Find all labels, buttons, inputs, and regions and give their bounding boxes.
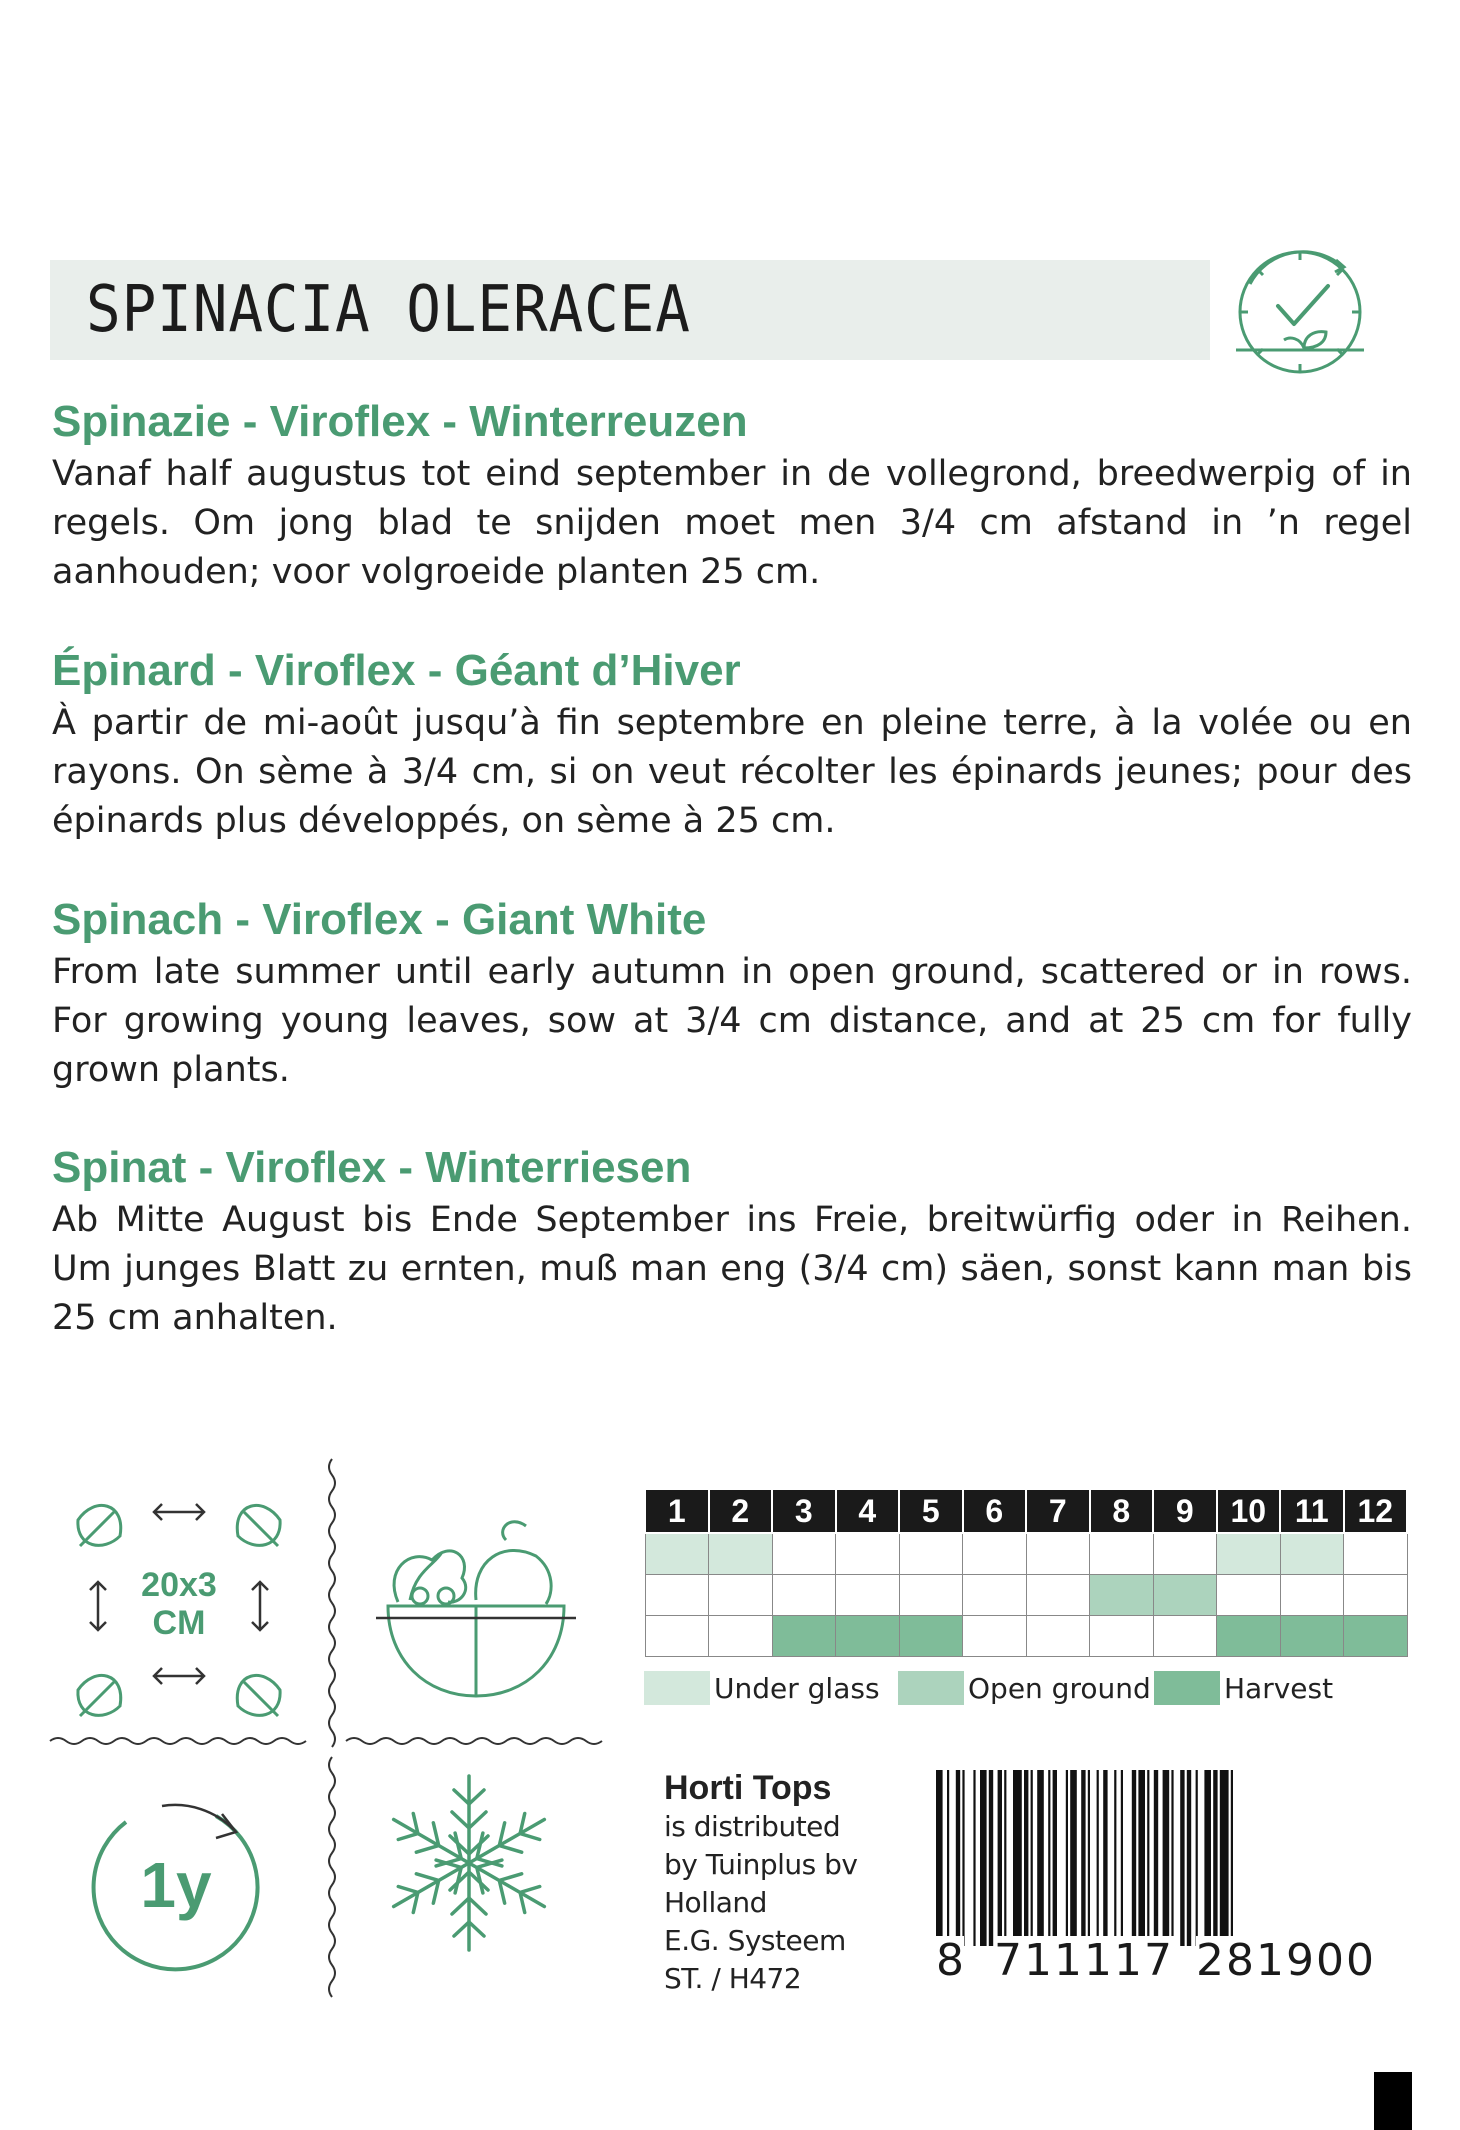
calendar-cell [1217,1575,1281,1616]
calendar-body [645,1533,1407,1657]
legend-label: Harvest [1224,1671,1334,1705]
calendar-cell [1280,1616,1344,1657]
calendar-cell [772,1533,836,1575]
calendar-cell [1026,1616,1090,1657]
barcode-bar [1004,1770,1006,1946]
calendar-cell [645,1533,709,1575]
barcode-right-digits: 281900 [1196,1935,1376,1986]
month-header-2: 2 [709,1489,773,1533]
barcode-bar [980,1770,987,1946]
barcode-left-digits: 711117 [994,1935,1174,1986]
barcode-bar [1154,1770,1158,1946]
calendar-cell [899,1575,963,1616]
barcode-bar [962,1770,964,1946]
brand-name: Horti Tops [664,1769,832,1807]
barcode-bar [1103,1770,1107,1946]
calendar-cell [836,1616,900,1657]
month-header-11: 11 [1280,1489,1344,1533]
calendar-cell [963,1616,1027,1657]
print-registration-mark [1374,2072,1412,2130]
barcode-bar [1187,1770,1191,1946]
calendar-row-glass [645,1533,1407,1575]
calendar-cell [1217,1533,1281,1575]
month-header-4: 4 [836,1489,900,1533]
calendar-cell [1344,1616,1408,1657]
barcode-bar [1132,1770,1136,1946]
section-title: Épinard - Viroflex - Géant d’Hiver [52,646,741,695]
barcode-bar [1171,1770,1173,1946]
calendar-cell [772,1575,836,1616]
barcode-bar [1024,1770,1028,1946]
latin-name: SPINACIA OLERACEA [86,273,691,347]
calendar-cell [1280,1533,1344,1575]
calendar-cell [836,1575,900,1616]
legend-open-ground [898,1670,1151,1706]
section-text: Ab Mitte August bis Ende September ins Freie, breitwürfig oder in Reihen. Um junges Blatt zu ernten, muß man eng (3/4 cm) säen, sonst kann man bis 25 cm anhalten. [52,1200,1412,1338]
month-header-7: 7 [1026,1489,1090,1533]
barcode-bar [973,1770,975,1946]
calendar-cell [1153,1575,1217,1616]
calendar-cell [899,1533,963,1575]
month-header-10: 10 [1217,1489,1281,1533]
barcode-first-digit: 8 [936,1935,964,1986]
calendar-cell [772,1616,836,1657]
section-german [52,1142,1412,1343]
section-dutch [52,396,1412,597]
section-title: Spinazie - Viroflex - Winterreuzen [52,397,748,446]
distributor-line: E.G. Systeem [664,1924,846,1957]
barcode-bar [1037,1770,1044,1946]
section-title: Spinat - Viroflex - Winterriesen [52,1143,692,1192]
spacing-unit: CM [152,1604,206,1642]
calendar-table [644,1488,1408,1657]
calendar-cell [1090,1575,1154,1616]
section-title: Spinach - Viroflex - Giant White [52,895,707,944]
barcode-bar [1163,1770,1170,1946]
barcode-bar [1147,1770,1149,1946]
frost-resistant-snowflake-icon [374,1768,564,1958]
latin-name-banner [50,260,1210,360]
legend-swatch-glass [644,1671,710,1705]
section-french [52,645,1412,846]
barcode-bar [956,1770,960,1946]
calendar-cell [963,1533,1027,1575]
barcode-bar [1048,1770,1050,1946]
distributor-line: by Tuinplus bv [664,1848,858,1881]
barcode-bar [1013,1770,1022,1946]
calendar-cell [645,1616,709,1657]
sowing-calendar [644,1488,1408,1657]
barcode-bar [998,1770,1002,1946]
duration-label: 1y [140,1849,212,1921]
barcode-bar [1180,1770,1184,1946]
distributor-info [664,1768,858,1998]
barcode-bar [1204,1770,1211,1946]
calendar-cell [1090,1533,1154,1575]
month-header-3: 3 [772,1489,836,1533]
barcode-bar [1121,1770,1123,1946]
calendar-cell [709,1616,773,1657]
calendar-cell [1344,1533,1408,1575]
legend-label: Under glass [714,1671,880,1705]
month-header-5: 5 [899,1489,963,1533]
distributor-line: Holland [664,1886,767,1919]
barcode-bar [1138,1770,1145,1946]
calendar-cell [645,1575,709,1616]
month-header-9: 9 [1153,1489,1217,1533]
calendar-cell [709,1575,773,1616]
calendar-cell [1153,1616,1217,1657]
barcode-bar [1097,1770,1099,1946]
calendar-cell [1090,1616,1154,1657]
section-english [52,894,1412,1095]
calendar-cell [1344,1575,1408,1616]
calendar-month-header [645,1489,1407,1533]
barcode-bar [989,1770,993,1946]
month-header-12: 12 [1344,1489,1408,1533]
barcode-bar [1053,1770,1057,1946]
barcode-bar [1213,1770,1217,1946]
barcode-bar [1031,1770,1033,1946]
calendar-cell [963,1575,1027,1616]
calendar-cell [1153,1533,1217,1575]
month-header-8: 8 [1090,1489,1154,1533]
legend-swatch-open [898,1671,964,1705]
spacing-label [119,1566,239,1642]
legend-harvest [1154,1670,1333,1706]
calendar-cell [709,1533,773,1575]
calendar-cell [1026,1575,1090,1616]
vegetable-bowl-icon [376,1500,576,1710]
calendar-cell [1217,1616,1281,1657]
month-header-1: 1 [645,1489,709,1533]
calendar-cell [836,1533,900,1575]
month-header-6: 6 [963,1489,1027,1533]
calendar-row-open [645,1575,1407,1616]
section-text: From late summer until early autumn in open ground, scattered or in rows. For growing young leaves, sow at 3/4 cm distance, and at 25 cm for fully grown plants. [52,952,1412,1090]
calendar-cell [1280,1575,1344,1616]
legend-under-glass [644,1670,880,1706]
barcode-bar [1070,1770,1077,1946]
calendar-row-harvest [645,1616,1407,1657]
section-text: À partir de mi-août jusqu’à fin septembre en pleine terre, à la volée ou en rayons. On sème à 3/4 cm, si on veut récolter les épinards jeunes; pour des épinards plus développés, on sème à 25 cm. [52,703,1412,841]
distributor-line: is distributed [664,1810,841,1843]
barcode-bar [1066,1770,1068,1946]
legend-label: Open ground [968,1671,1151,1705]
section-text: Vanaf half augustus tot eind september in de vollegrond, breedwerpig of in regels. Om jong blad te snijden moet men 3/4 cm afstand in ’n regel aanhouden; voor volgroeide planten 25 cm. [52,454,1412,592]
barcode-bar [1196,1770,1198,1946]
legend-swatch-harvest [1154,1671,1220,1705]
distributor-line: ST. / H472 [664,1962,802,1995]
spacing-value: 20x3 [141,1566,217,1604]
calendar-cell [1026,1533,1090,1575]
calendar-cell [899,1616,963,1657]
sowing-time-clock-icon [1232,244,1368,380]
barcode-bar [1114,1770,1116,1946]
